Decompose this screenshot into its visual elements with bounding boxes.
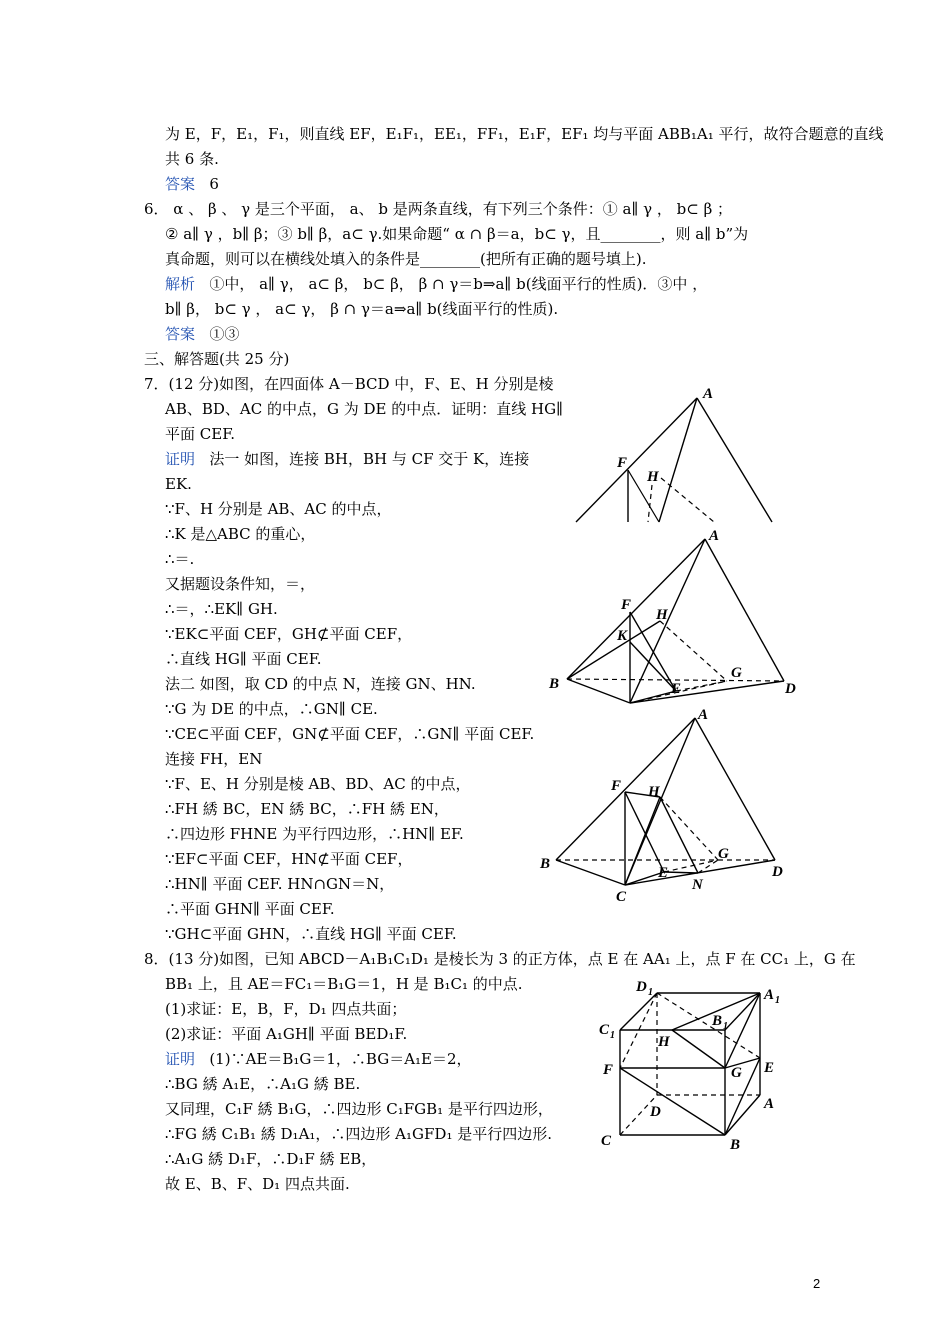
question-8: 8．(13 分)如图，已知 ABCD－A₁B₁C₁D₁ 是棱长为 3 的正方体，点 E 在 AA₁ 上，点 F 在 CC₁ 上，G 在 [144,950,856,968]
text-line: 共 6 条. [165,150,219,168]
label-d: D [772,864,783,880]
text-line: ∵EF⊂平面 CEF，HN⊄平面 CEF， [165,850,413,868]
text-line: ∴直线 HG∥ 平面 CEF. [165,650,322,668]
text-line: 为 E，F，E₁，F₁，则直线 EF，E₁F₁，EE₁，FF₁，E₁F，EF₁ 均与平面 ABB₁A₁ 平行，故符合题意的直线 [165,125,884,143]
label-b1-subscript: 1 [723,1021,728,1032]
text-line: ② a∥ γ ，b∥ β；③ b∥ β，a⊂ γ.如果命题“ α ∩ β＝a，b⊂ γ，且________，则 a∥ b”为 [165,225,749,243]
label-b: B [730,1137,741,1153]
text-line: ∵EK⊂平面 CEF，GH⊄平面 CEF， [165,625,413,643]
label-a: A [703,386,714,402]
label-h: H [656,607,668,623]
text-line: 连接 FH，EN [165,750,263,768]
label-c1: C [599,1022,610,1038]
label-b1: B [712,1013,723,1029]
section-heading: 三、解答题(共 25 分) [144,350,290,368]
label-c1-subscript: 1 [610,1030,615,1041]
tetrahedron-figure-partial [540,380,800,530]
label-d: D [650,1104,661,1120]
proof-line: 证明 (1)∵AE＝B₁G＝1，∴BG＝A₁E＝2， [165,1050,472,1068]
answer-line: 答案 ①③ [165,325,240,343]
label-h: H [658,1034,670,1050]
label-a1-subscript: 1 [775,995,780,1006]
label-g: G [718,846,729,862]
text-line: ∵CE⊂平面 CEF，GN⊄平面 CEF，∴GN∥ 平面 CEF. [165,725,535,743]
proof-line: 证明 法一 如图，连接 BH，BH 与 CF 交于 K，连接 [165,450,530,468]
label-h: H [647,469,659,485]
text-line: ∴K 是△ABC 的重心， [165,525,316,543]
label-g: G [731,1065,742,1081]
label-d: D [785,681,796,697]
label-a: A [698,707,709,723]
proof-tag: 证明 [165,1050,196,1068]
text-line: 法二 如图，取 CD 的中点 N，连接 GN、HN. [165,675,476,693]
label-f: F [603,1062,614,1078]
text-line: 故 E、B、F、D₁ 四点共面. [165,1175,350,1193]
label-f: F [617,455,628,471]
label-e: E [658,865,669,881]
label-k: K [617,628,628,644]
analysis-tag: 解析 [165,275,196,293]
label-f: F [621,597,632,613]
label-b: B [549,676,560,692]
answer-tag: 答案 [165,175,196,193]
label-f: F [611,778,622,794]
label-n: N [692,877,703,893]
label-d1: D [636,979,647,995]
label-c: C [601,1133,612,1149]
text-line: 平面 CEF. [165,425,236,443]
tetrahedron-figure-n [535,705,825,905]
text-line: ∵F、H 分别是 AB、AC 的中点， [165,500,392,518]
text-line: 真命题，则可以在横线处填入的条件是________(把所有正确的题号填上). [165,250,647,268]
text-line: ∵GH⊂平面 GHN，∴直线 HG∥ 平面 CEF. [165,925,457,943]
proof-tag: 证明 [165,450,196,468]
page-number: 2 [813,1276,821,1291]
text-line: b∥ β， b⊂ γ ， a⊂ γ， β ∩ γ＝a⇒a∥ b(线面平行的性质). [165,300,559,318]
label-e: E [764,1060,775,1076]
text-line: ∴平面 GHN∥ 平面 CEF. [165,900,335,918]
label-a1: A [764,987,775,1003]
label-e: E [671,681,682,697]
answer-tag: 答案 [165,325,196,343]
text-line: (2)求证：平面 A₁GH∥ 平面 BED₁F. [165,1025,408,1043]
label-c: C [616,889,627,905]
text-line: ∴A₁G 綉 D₁F，∴D₁F 綉 EB， [165,1150,377,1168]
analysis-line: 解析 ①中， a∥ γ， a⊂ β， b⊂ β， β ∩ γ＝b⇒a∥ b(线面平行的性质)．③中 ， [165,275,708,293]
text-line: ∴FH 綉 BC，EN 綉 BC，∴FH 綉 EN， [165,800,449,818]
text-line: ∵F、E、H 分别是棱 AB、BD、AC 的中点， [165,775,471,793]
question-6: 6． α 、 β 、 γ 是三个平面， a、 b 是两条直线，有下列三个条件：① a∥ γ ， b⊂ β ； [144,200,733,218]
label-a: A [709,528,720,544]
tetrahedron-figure-k [540,525,820,710]
question-7: 7．(12 分)如图，在四面体 A－BCD 中，F、E、H 分别是棱 [144,375,554,393]
text-line: ∴四边形 FHNE 为平行四边形，∴HN∥ EF. [165,825,464,843]
text-line: ∴HN∥ 平面 CEF. HN∩GN＝N， [165,875,395,893]
answer-line: 答案 6 [165,175,219,193]
label-h: H [648,784,660,800]
text-line: AB、BD、AC 的中点，G 为 DE 的中点．证明：直线 HG∥ [165,400,564,418]
label-b: B [540,856,551,872]
label-a: A [764,1096,775,1112]
text-line: 又据题设条件知，＝， [165,575,316,593]
text-line: 又同理，C₁F 綉 B₁G，∴四边形 C₁FGB₁ 是平行四边形， [165,1100,553,1118]
text-line: ∴BG 綉 A₁E，∴A₁G 綉 BE. [165,1075,361,1093]
text-line: ∴＝. [165,550,195,568]
text-line: BB₁ 上，且 AE＝FC₁＝B₁G＝1，H 是 B₁C₁ 的中点. [165,975,523,993]
text-line: ∴＝，∴EK∥ GH. [165,600,278,618]
label-d1-subscript: 1 [648,987,653,998]
label-g: G [731,665,742,681]
text-line: ∴FG 綉 C₁B₁ 綉 D₁A₁，∴四边形 A₁GFD₁ 是平行四边形. [165,1125,552,1143]
text-line: ∵G 为 DE 的中点，∴GN∥ CE. [165,700,378,718]
text-line: EK. [165,475,192,493]
cube-figure [595,975,795,1155]
text-line: (1)求证：E，B，F，D₁ 四点共面； [165,1000,407,1018]
